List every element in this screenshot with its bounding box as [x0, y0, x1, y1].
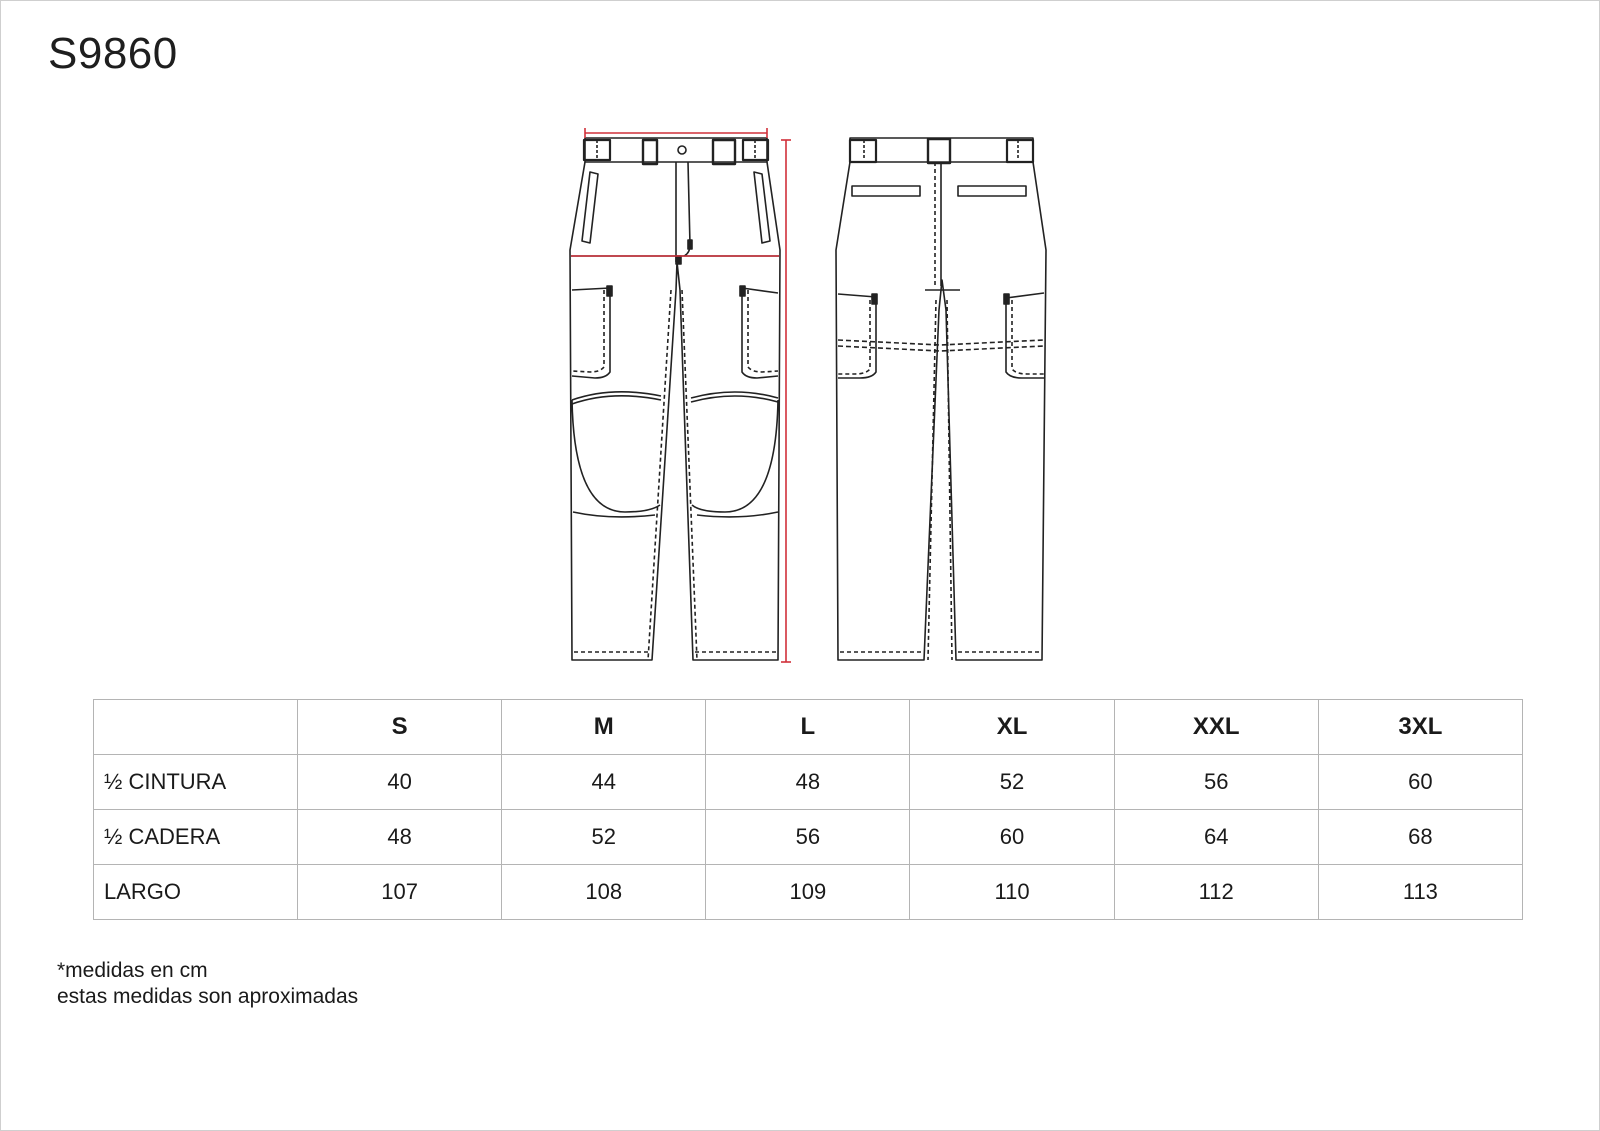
- product-code: S9860: [48, 29, 178, 78]
- footnotes: [57, 958, 358, 1010]
- header-size-3xl: 3XL: [1318, 700, 1522, 755]
- table-row: [94, 865, 1523, 920]
- approximation-note: estas medidas son aproximadas: [57, 985, 359, 1008]
- table-cell: 52: [502, 810, 706, 865]
- table-cell: 40: [298, 755, 502, 810]
- row-label: LARGO: [94, 865, 298, 920]
- units-note: *medidas en cm: [57, 959, 208, 982]
- table-cell: 68: [1318, 810, 1522, 865]
- table-cell: 113: [1318, 865, 1522, 920]
- size-chart-table: [93, 699, 1523, 920]
- table-cell: 56: [1114, 755, 1318, 810]
- table-cell: 107: [298, 865, 502, 920]
- table-cell: 44: [502, 755, 706, 810]
- row-label: ½ CINTURA: [94, 755, 298, 810]
- table-cell: 112: [1114, 865, 1318, 920]
- table-cell: 109: [706, 865, 910, 920]
- table-header-row: [94, 700, 1523, 755]
- table-cell: 60: [910, 810, 1114, 865]
- table-cell: 60: [1318, 755, 1522, 810]
- table-cell: 110: [910, 865, 1114, 920]
- back-view-drawing: [836, 138, 1046, 660]
- table-row: [94, 810, 1523, 865]
- table-cell: 52: [910, 755, 1114, 810]
- header-size-xxl: XXL: [1114, 700, 1318, 755]
- row-label: ½ CADERA: [94, 810, 298, 865]
- front-view-drawing: [570, 138, 780, 660]
- table-cell: 56: [706, 810, 910, 865]
- table-cell: 108: [502, 865, 706, 920]
- table-cell: 48: [298, 810, 502, 865]
- table-cell: 64: [1114, 810, 1318, 865]
- header-size-xl: XL: [910, 700, 1114, 755]
- header-empty-cell: [94, 700, 298, 755]
- header-size-l: L: [706, 700, 910, 755]
- table-cell: 48: [706, 755, 910, 810]
- header-size-m: M: [502, 700, 706, 755]
- header-size-s: S: [298, 700, 502, 755]
- table-row: [94, 755, 1523, 810]
